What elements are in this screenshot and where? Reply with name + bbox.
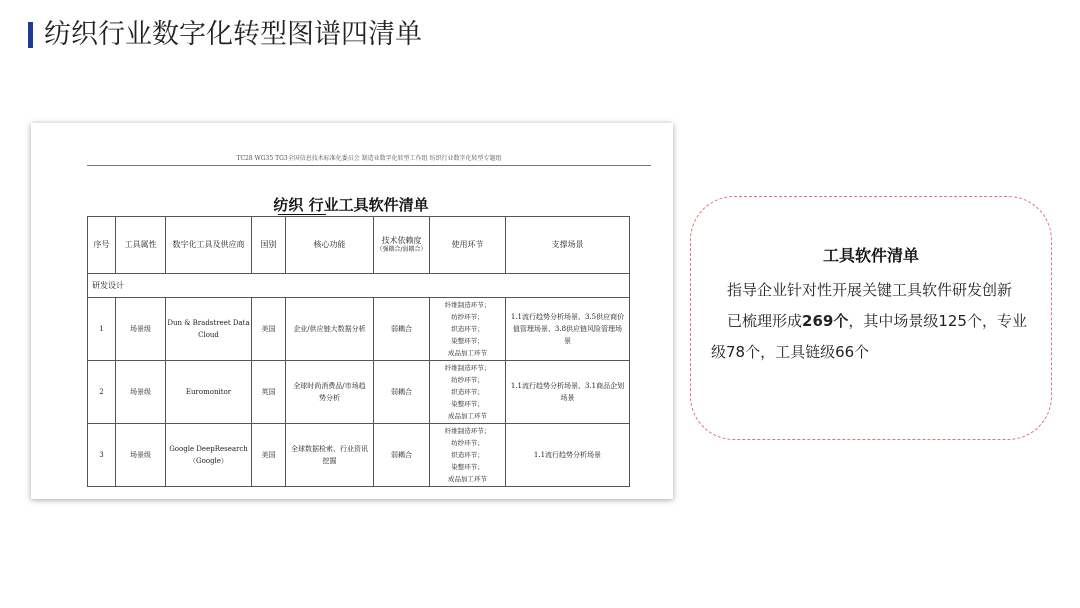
- document-image: [31, 123, 673, 499]
- table-row: [88, 298, 630, 361]
- column-header: 数字化工具及供应商: [166, 217, 252, 274]
- column-header: 序号: [88, 217, 116, 274]
- column-header: 核心功能: [286, 217, 374, 274]
- cell-country: 美国: [252, 424, 286, 487]
- cell-dependency: 弱耦合: [374, 361, 430, 424]
- stage-item: 染整环节；: [451, 400, 484, 408]
- column-header: 国别: [252, 217, 286, 274]
- title-accent-bar: [28, 22, 33, 48]
- card-title: 工具软件清单: [822, 246, 919, 265]
- cell-attr: 场景级: [116, 298, 166, 361]
- stage-item: 纤维制造环节；: [444, 427, 491, 435]
- column-header: 支撑场景: [506, 217, 630, 274]
- cell-no: 1: [88, 298, 116, 361]
- card-text: ，其中场景级125个，专业级78个，工具链级66个: [711, 312, 1027, 361]
- cell-attr: 场景级: [116, 424, 166, 487]
- cell-tool: Euromonitor: [166, 361, 252, 424]
- stage-item: 成品加工环节: [448, 475, 487, 483]
- tool-software-table: [87, 216, 630, 487]
- stage-item: 纺纱环节；: [451, 313, 484, 321]
- cell-scenarios: 1.1流行趋势分析场景、3.1商品企划场景: [506, 361, 630, 424]
- column-header: 技术依赖度: [381, 236, 422, 245]
- info-card: [690, 196, 1052, 440]
- cell-stages: [430, 424, 506, 487]
- cell-scenarios: 1.1流行趋势分析场景: [506, 424, 630, 487]
- section-row: [88, 274, 630, 298]
- header-divider: [87, 165, 651, 166]
- cell-no: 3: [88, 424, 116, 487]
- stage-item: 织造环节；: [451, 388, 484, 396]
- column-header-sub: （强耦合/弱耦合）: [376, 246, 427, 253]
- cell-country: 美国: [252, 298, 286, 361]
- cell-tool: Google DeepResearch（Google）: [166, 424, 252, 487]
- cell-stages: [430, 361, 506, 424]
- document-header: TC28 WG35 TG3全国信息技术标准化委员会 制造业数字化转型工作组 纺织行业数字化转型专题组: [236, 155, 502, 162]
- cell-stages: [430, 298, 506, 361]
- card-text: 已梳理形成: [727, 312, 803, 330]
- card-count-highlight: 269个: [802, 312, 849, 330]
- card-text: 指导企业针对性开展关键工具软件研发创新: [727, 281, 1013, 299]
- stage-item: 纺纱环节；: [451, 376, 484, 384]
- cell-function: 全球时尚消费品/市场趋势分析: [286, 361, 374, 424]
- cell-scenarios: 1.1流行趋势分析场景、3.5供应商价值管理场景、3.8供应链风险管理场景: [506, 298, 630, 361]
- cell-dependency: 弱耦合: [374, 424, 430, 487]
- stage-item: 染整环节；: [451, 463, 484, 471]
- stage-item: 织造环节；: [451, 325, 484, 333]
- stage-item: 纺纱环节；: [451, 439, 484, 447]
- cell-no: 2: [88, 361, 116, 424]
- table-header-row: [88, 217, 630, 274]
- title-underline: [278, 214, 326, 215]
- table-row: [88, 424, 630, 487]
- card-paragraph: [711, 275, 1041, 306]
- stage-item: 纤维制造环节；: [444, 301, 491, 309]
- table-row: [88, 361, 630, 424]
- card-paragraph: [711, 306, 1041, 368]
- slide-title: 纺织行业数字化转型图谱四清单: [44, 19, 422, 50]
- cell-country: 英国: [252, 361, 286, 424]
- stage-item: 染整环节；: [451, 337, 484, 345]
- stage-item: 成品加工环节: [448, 349, 487, 357]
- cell-function: 全球数据检索、行业资讯挖掘: [286, 424, 374, 487]
- cell-tool: Dun & Bradstreet Data Cloud: [166, 298, 252, 361]
- column-header: 使用环节: [430, 217, 506, 274]
- card-body: [711, 275, 1041, 368]
- stage-item: 纤维制造环节；: [444, 364, 491, 372]
- cell-function: 企业/供应链大数据分析: [286, 298, 374, 361]
- cell-attr: 场景级: [116, 361, 166, 424]
- stage-item: 成品加工环节: [448, 412, 487, 420]
- column-header-dependency: [374, 217, 430, 274]
- cell-dependency: 弱耦合: [374, 298, 430, 361]
- stage-item: 织造环节；: [451, 451, 484, 459]
- column-header: 工具属性: [116, 217, 166, 274]
- section-label: 研发设计: [88, 274, 630, 298]
- document-title: 纺织 行业工具软件清单: [273, 196, 429, 214]
